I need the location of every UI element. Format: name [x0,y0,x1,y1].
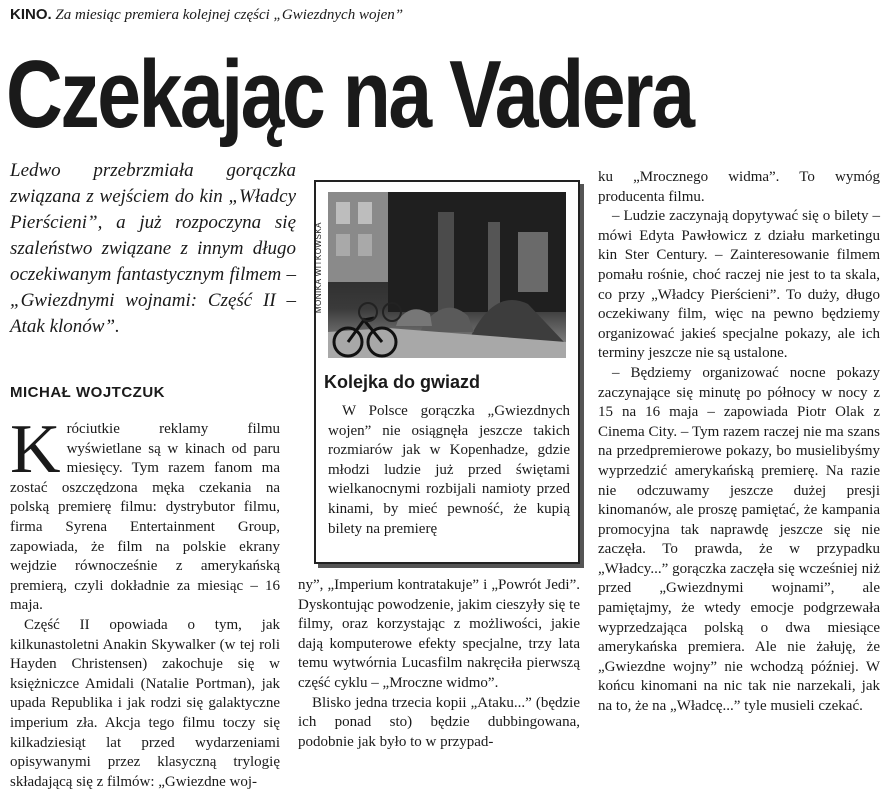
sidebar-box [314,180,580,564]
body-paragraph-5: ku „Mrocznego widma”. To wymóg producenta filmu. [598,169,880,205]
kicker-line [10,6,403,24]
column-1 [10,411,280,792]
drop-cap: K [10,411,61,488]
column-3 [598,168,880,717]
body-paragraph-2: Część II opowiada o tym, jak kilkunastoletni Anakin Skywalker (w tej roli Hayden Christensen) zakochuje się w księżniczce Amidali (Natalie Portman), jak upada Republika i jak rodzi się galaktyczne imperium zła. Akcja tego filmu toczy się kilkadziesiąt lat przed wydarzeniami opisywanymi przez klasyczną trylogię składającą się z filmów: „Gwiezdne woj- [10,616,280,790]
photo-credit: MONIKA WITKOWSKA [314,222,323,314]
sidebar-photo [328,192,566,358]
body-paragraph-3: ny”, „Imperium kontratakuje” i „Powrót Jedi”. Dyskontując powodzenie, jakim cieszyły się te filmy, oraz korzystając z możliwości, jakie dają komputerowe efekty specjalne, trzy lata temu wytwórnia Lucasfilm nakręciła pierwszą część cyklu – „Mroczne widmo”. [298,577,580,691]
body-paragraph-1 [10,411,280,616]
sidebar-text: W Polsce gorączka „Gwiezdnych wojen” nie osiągnęła jeszcze takich rozmiarów jak w Kopenhadze, gdzie młodzi ludzie już przed świętami wielkanocnymi rozbijali namioty przed kinami, by mieć pewność, że kupią bilety na premierę [328,403,570,537]
headline: Czekając na Vadera [6,41,693,148]
lead-paragraph: Ledwo przebrzmiała gorączka związana z wejściem do kin „Władcy Pierścieni”, a już rozpoczyna się szaleństwo związane z innym długo oczekiwanym fantastycznym filmem – „Gwiezdnymi wojnami: Część II – Atak klonów”. [10,160,296,337]
byline: MICHAŁ WOJTCZUK [10,384,165,401]
body-paragraph-6: – Ludzie zaczynają dopytywać się o bilety – mówi Edyta Pawłowicz z działu marketingu kin Ster Century. – Zainteresowanie filmem pomału rośnie, choć raczej nie jest to ta skala, co przy „Władcy Pierścieni”. To duży, długo oczekiwany film, więc na pewno będziemy organizować jakieś specjalne pokazy, ale ich terminy jeszcze nie są ustalone. [598,208,880,362]
kicker-text: Za miesiąc premiera kolejnej części „Gwiezdnych wojen” [55,7,404,23]
body-paragraph-7: – Będziemy organizować nocne pokazy zaczynające się minutę po północy w nocy z 15 na 16 maja – zapowiada Piotr Olak z Cinema City. – Tym razem raczej nie ma szans na przedpremierowe pokazy, bo musielibyśmy wyprzedzić amerykańską premierę. Na razie nie odczuwamy jeszcze dużej presji kinomanów, ale proszę pamiętać, że kampania promocyjna tak naprawdę jeszcze się nie zaczęła. To prawda, że w przypadku „Władcy...” gorączka zaczęła się wcześniej niż przed „Gwiezdnymi wojnami”, ale pamiętajmy, że wtedy emocje podgrzewała wyprzedzająca polską o dwa miesiące amerykańska premiera. Ale nie żałuję, że „Gwiezdne wojny” nie wchodzą później. W końcu kinomani na nic tak nie narzekali, jak na to, że na „Władcę...” tyle musieli czekać. [598,364,880,715]
queue-photo-illustration [328,192,566,358]
section-label: KINO. [10,6,52,23]
column-2 [298,576,580,752]
body-paragraph-4: Blisko jedna trzecia kopii „Ataku...” (będzie ich ponad sto) będzie dubbingowana, podobnie jak było to w przypad- [298,694,580,750]
sidebar-title: Kolejka do gwiazd [324,372,481,392]
body-paragraph-1-text: róciutkie reklamy filmu wyświetlane są w kinach od paru miesięcy. Tym razem fanom ma zostać oszczędzona męka czekania na polską premierę filmu: dystrybutor filmu, firma Syrena Entertainment Group, zapowiada, że film na polskie ekrany wejdzie równocześnie z amerykańską premierą, czyli dokładnie za miesiąc – 16 maja. [10,421,280,614]
